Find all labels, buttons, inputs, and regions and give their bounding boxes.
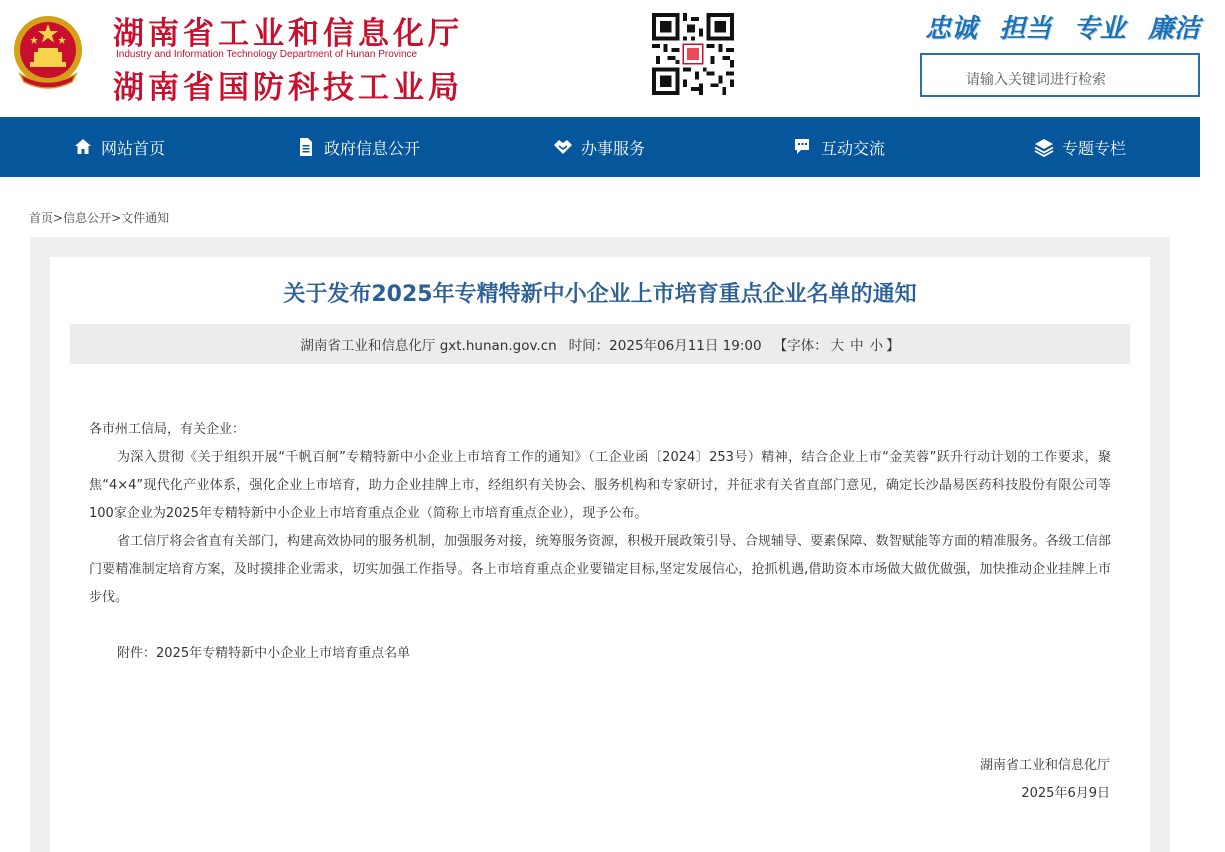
nav-item-label: 互动交流	[821, 138, 886, 158]
handshake-icon	[553, 137, 573, 157]
nav-item-label: 政府信息公开	[324, 138, 421, 158]
slogan-2: 担当	[999, 14, 1052, 44]
article-attachment[interactable]: 附件：2025年专精特新中小企业上市培育重点名单	[117, 646, 411, 661]
nav-item-label: 专题专栏	[1062, 138, 1127, 158]
signature-date: 2025年6月9日	[1021, 786, 1110, 801]
qr-code-icon	[651, 13, 735, 95]
slogan-1: 忠诚	[925, 14, 978, 44]
signature-org: 湖南省工业和信息化厅	[979, 758, 1110, 773]
breadcrumb	[29, 209, 169, 226]
slogan-3: 专业	[1073, 14, 1126, 44]
slogan-4: 廉洁	[1147, 14, 1200, 44]
home-icon	[73, 137, 93, 157]
search-input[interactable]	[920, 53, 1200, 97]
article-title: 关于发布2025年专精特新中小企业上市培育重点企业名单的通知	[283, 282, 917, 307]
slogan-banner	[925, 8, 1200, 45]
article-source: 湖南省工业和信息化厅 gxt.hunan.gov.cn	[300, 338, 557, 354]
font-size-medium[interactable]: 中	[850, 338, 864, 354]
font-size-suffix: 】	[886, 338, 900, 354]
breadcrumb-info[interactable]: 信息公开	[63, 211, 112, 225]
nav-item-topics[interactable]	[1034, 117, 1126, 177]
breadcrumb-home[interactable]: 首页	[29, 211, 54, 225]
article-meta	[70, 324, 1130, 364]
font-size-large[interactable]: 大	[830, 338, 845, 354]
org-name-cn-secondary: 湖南省国防科技工业局	[113, 70, 463, 106]
chat-icon	[793, 137, 813, 157]
article-signature	[980, 752, 1110, 808]
document-icon	[296, 137, 316, 157]
org-name-cn: 湖南省工业和信息化厅	[113, 16, 463, 52]
breadcrumb-separator: >	[53, 211, 64, 225]
nav-item-label: 网站首页	[101, 138, 166, 158]
national-emblem-icon[interactable]	[12, 14, 84, 90]
article-paragraph-2: 省工信厅将会省直有关部门，构建高效协同的服务机制，加强服务对接，统筹服务资源，积极开展政策引导、合规辅导、要素保障、数智赋能等方面的精准服务。各级工信部门要精准制定培育方案，及时摸排企业需求，切实加强工作指导。各上市培育重点企业要锚定目标,坚定发展信心，抢抓机遇,借助资本市场做大做优做强，加快推动企业挂牌上市步伐。	[89, 534, 1111, 605]
article-time: 时间：2025年06月11日 19:00	[568, 338, 762, 354]
nav-item-home[interactable]	[73, 117, 165, 177]
layers-icon	[1034, 137, 1054, 157]
article-salutation: 各市州工信局，有关企业：	[89, 422, 246, 437]
article-body	[89, 416, 1111, 612]
main-nav	[0, 117, 1200, 177]
org-name-en: Industry and Information Technology Department of Hunan Province	[116, 49, 418, 60]
breadcrumb-separator: >	[111, 211, 122, 225]
site-header	[0, 0, 1225, 117]
font-size-small[interactable]: 小	[869, 338, 884, 354]
font-size-prefix: 【字体：	[773, 338, 828, 354]
nav-item-label: 办事服务	[581, 138, 646, 158]
nav-item-gov-info[interactable]	[296, 117, 420, 177]
nav-item-interaction[interactable]	[793, 117, 885, 177]
breadcrumb-notices[interactable]: 文件通知	[121, 211, 170, 225]
nav-item-services[interactable]	[553, 117, 645, 177]
article-paragraph-1: 为深入贯彻《关于组织开展“千帆百舸”专精特新中小企业上市培育工作的通知》（工企业函〔2024〕253号）精神，结合企业上市“金芙蓉”跃升行动计划的工作要求，聚焦“4×4”现代化产业体系，强化企业上市培育，助力企业挂牌上市，经组织有关协会、服务机构和专家研讨，并征求有关省直部门意见，确定长沙晶易医药科技股份有限公司等100家企业为2025年专精特新中小企业上市培育重点企业（简称上市培育重点企业），现予公布。	[89, 450, 1111, 521]
